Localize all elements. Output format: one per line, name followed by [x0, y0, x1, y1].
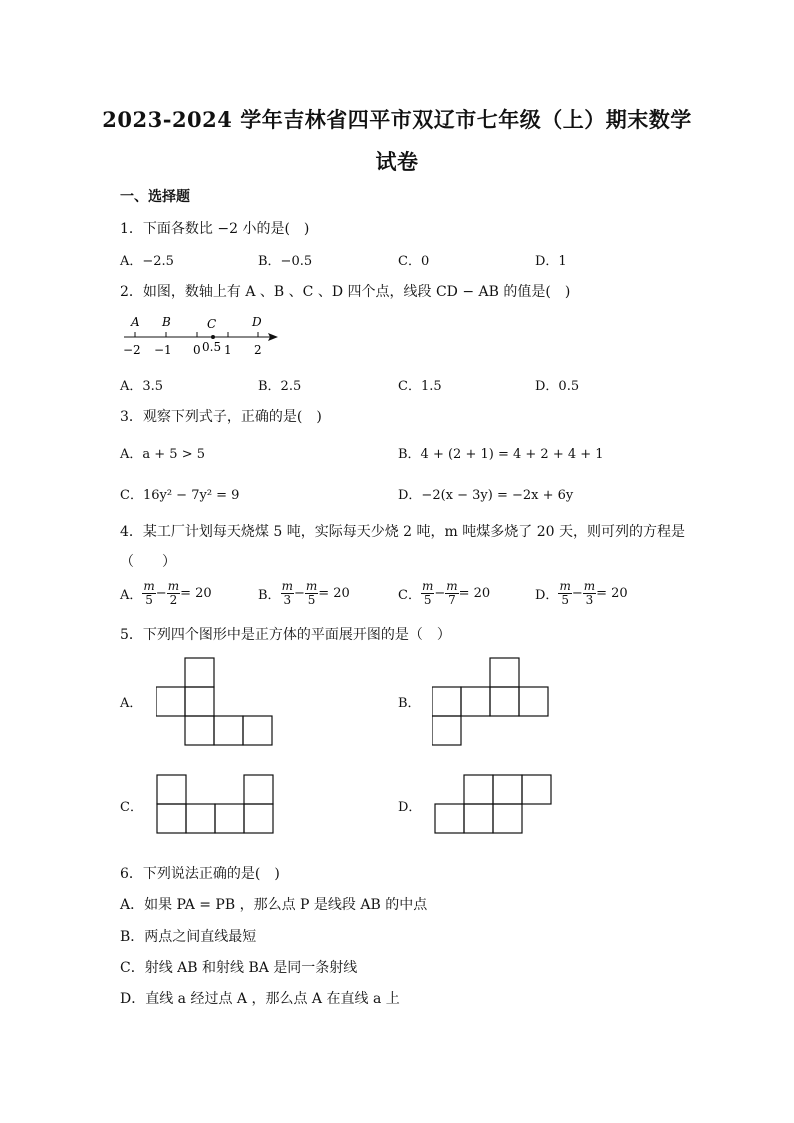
cube-net-a — [156, 657, 276, 747]
tick-label: 0.5 — [202, 340, 222, 354]
question-6-stem: 6．下列说法正确的是( ) — [120, 866, 280, 882]
question-1-option-c: C．0 — [398, 254, 430, 269]
number-line-figure — [118, 310, 288, 360]
question-1-option-d: D．1 — [535, 254, 567, 269]
tick-label: 2 — [254, 343, 262, 357]
point-label-b: B — [162, 315, 171, 329]
net-option-d-label: D． — [398, 800, 422, 815]
question-4-option-a: A． $\frac{m}{5}$ − $\frac{m}{2}$ = 20 — [120, 579, 212, 607]
question-2-option-b: B．2.5 — [258, 379, 302, 394]
question-5-stem: 5．下列四个图形中是正方体的平面展开图的是（ ） — [120, 627, 451, 643]
point-label-d: D — [252, 315, 262, 329]
question-4-stem: 4．某工厂计划每天烧煤 5 吨，实际每天少烧 2 吨，m 吨煤多烧了 20 天，则可列的方程是 — [120, 524, 685, 540]
question-6-option-b: B．两点之间直线最短 — [120, 929, 257, 945]
question-1-stem: 1．下面各数比 −2 小的是( ) — [120, 221, 310, 237]
question-3-option-c: C．16y² − 7y² = 9 — [120, 488, 240, 503]
cube-net-d — [434, 774, 554, 836]
point-label-c: C — [207, 317, 217, 331]
question-4-option-d: D． $\frac{m}{5}$ − $\frac{m}{3}$ = 20 — [535, 579, 628, 607]
question-1-option-b: B．−0.5 — [258, 254, 313, 269]
question-6-option-c: C．射线 AB 和射线 BA 是同一条射线 — [120, 960, 358, 976]
cube-net-b — [432, 657, 552, 747]
question-6-option-d: D．直线 a 经过点 A ，那么点 A 在直线 a 上 — [120, 991, 400, 1007]
question-1-option-a: A．−2.5 — [120, 254, 174, 269]
question-4-option-b: B． $\frac{m}{3}$ − $\frac{m}{5}$ = 20 — [258, 579, 350, 607]
net-option-c-label: C． — [120, 800, 143, 815]
question-2-option-d: D．0.5 — [535, 379, 580, 394]
question-4-option-c: C． $\frac{m}{5}$ − $\frac{m}{7}$ = 20 — [398, 579, 491, 607]
point-label-a: A — [131, 315, 140, 329]
question-3-option-a: A．a + 5 > 5 — [120, 447, 205, 462]
question-2-option-a: A．3.5 — [120, 379, 164, 394]
question-6-option-a: A．如果 PA = PB ，那么点 P 是线段 AB 的中点 — [120, 897, 428, 913]
question-3-option-d: D．−2(x − 3y) = −2x + 6y — [398, 488, 574, 503]
tick-label: 1 — [224, 343, 232, 357]
question-2-option-c: C．1.5 — [398, 379, 442, 394]
tick-label: 0 — [193, 343, 201, 357]
question-2-stem: 2．如图，数轴上有 A 、B 、C 、D 四个点，线段 CD − AB 的值是( ) — [120, 284, 571, 300]
net-option-b-label: B． — [398, 696, 421, 711]
section-heading: 一、选择题 — [120, 189, 190, 205]
net-option-a-label: A． — [120, 696, 143, 711]
exam-title-line2: 试卷 — [375, 149, 419, 174]
cube-net-c — [156, 774, 276, 836]
question-3-option-b: B．4 + (2 + 1) = 4 + 2 + 4 + 1 — [398, 447, 604, 462]
question-3-stem: 3．观察下列式子，正确的是( ) — [120, 409, 322, 425]
tick-label: −2 — [123, 343, 141, 357]
question-4-stem-cont: （ ） — [120, 554, 176, 570]
exam-title-line1: 2023-2024 学年吉林省四平市双辽市七年级（上）期末数学 — [102, 107, 692, 132]
tick-label: −1 — [154, 343, 172, 357]
